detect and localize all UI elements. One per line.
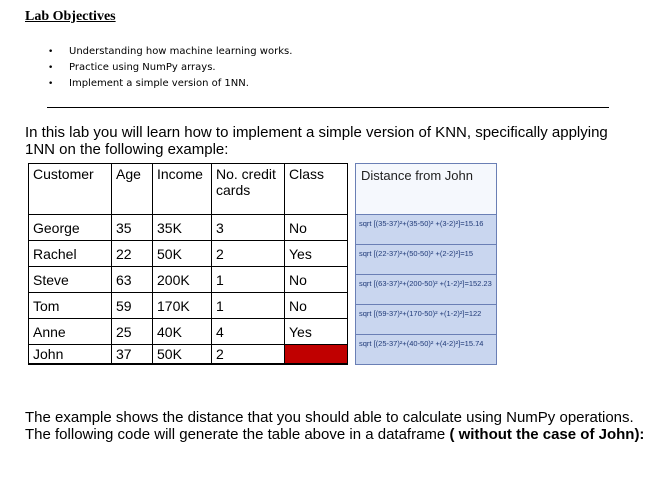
table-header-row	[29, 164, 348, 215]
cell-income: 40K	[153, 319, 212, 345]
cell-income: 50K	[153, 345, 212, 365]
cell-credit-cards: 4	[212, 319, 285, 345]
cell-income: 50K	[153, 241, 212, 267]
distance-cell: sqrt [(63-37)²+(200-50)² +(1-2)²]=152.23	[355, 275, 497, 305]
distance-cell: sqrt [(25-37)²+(40-50)² +(4-2)²]=15.74	[355, 335, 497, 365]
distance-cell: sqrt [(59-37)²+(170-50)² +(1-2)²]=122	[355, 305, 497, 335]
outro-line-2-bold: ( without the case of John):	[449, 426, 645, 443]
cell-customer: Tom	[29, 293, 112, 319]
outro-line-2-text: The following code will generate the table above in a dataframe	[25, 426, 446, 443]
cell-age: 35	[112, 215, 153, 241]
header-customer: Customer	[29, 164, 112, 215]
table-row	[29, 215, 348, 241]
customer-table	[28, 163, 348, 365]
cell-customer: Rachel	[29, 241, 112, 267]
outro-line-1: The example shows the distance that you should able to calculate using NumPy operations.	[25, 409, 634, 426]
distance-column	[355, 163, 497, 365]
cell-age: 37	[112, 345, 153, 365]
cell-class: No	[285, 215, 348, 241]
outro-line-2	[25, 426, 645, 443]
table-row-query	[29, 345, 348, 365]
cell-age: 63	[112, 267, 153, 293]
objective-text: Practice using NumPy arrays.	[69, 62, 216, 73]
cell-income: 35K	[153, 215, 212, 241]
cell-class: Yes	[285, 319, 348, 345]
cell-class: No	[285, 293, 348, 319]
objective-item	[48, 44, 292, 60]
header-credit-cards: No. credit cards	[212, 164, 285, 215]
lab-objectives-title: Lab Objectives	[25, 9, 116, 24]
cell-age: 59	[112, 293, 153, 319]
table-row	[29, 293, 348, 319]
bullet-icon: •	[48, 63, 54, 73]
cell-class: Yes	[285, 241, 348, 267]
header-class: Class	[285, 164, 348, 215]
cell-credit-cards: 2	[212, 345, 285, 365]
bullet-icon: •	[48, 47, 54, 57]
bullet-icon: •	[48, 79, 54, 89]
objectives-list	[48, 44, 292, 92]
cell-customer: Steve	[29, 267, 112, 293]
objective-text: Understanding how machine learning works.	[69, 46, 293, 57]
cell-customer: Anne	[29, 319, 112, 345]
cell-credit-cards: 1	[212, 267, 285, 293]
cell-income: 170K	[153, 293, 212, 319]
cell-credit-cards: 1	[212, 293, 285, 319]
table-row	[29, 241, 348, 267]
objective-item	[48, 60, 292, 76]
cell-class-unknown	[285, 345, 348, 365]
cell-age: 25	[112, 319, 153, 345]
cell-class: No	[285, 267, 348, 293]
cell-credit-cards: 2	[212, 241, 285, 267]
objective-item	[48, 76, 292, 92]
cell-customer: George	[29, 215, 112, 241]
table-row	[29, 267, 348, 293]
cell-credit-cards: 3	[212, 215, 285, 241]
horizontal-divider	[47, 107, 609, 108]
distance-header: Distance from John	[355, 163, 497, 215]
cell-customer: John	[29, 345, 112, 365]
distance-cell: sqrt [(22-37)²+(50-50)² +(2-2)²]=15	[355, 245, 497, 275]
cell-age: 22	[112, 241, 153, 267]
objective-text: Implement a simple version of 1NN.	[69, 78, 249, 89]
table-row	[29, 319, 348, 345]
header-age: Age	[112, 164, 153, 215]
outro-paragraph	[25, 409, 645, 443]
header-income: Income	[153, 164, 212, 215]
cell-income: 200K	[153, 267, 212, 293]
distance-cell: sqrt [(35-37)²+(35-50)² +(3-2)²]=15.16	[355, 215, 497, 245]
intro-paragraph: In this lab you will learn how to implement a simple version of KNN, specifically applying 1NN on the following example:	[25, 124, 608, 158]
